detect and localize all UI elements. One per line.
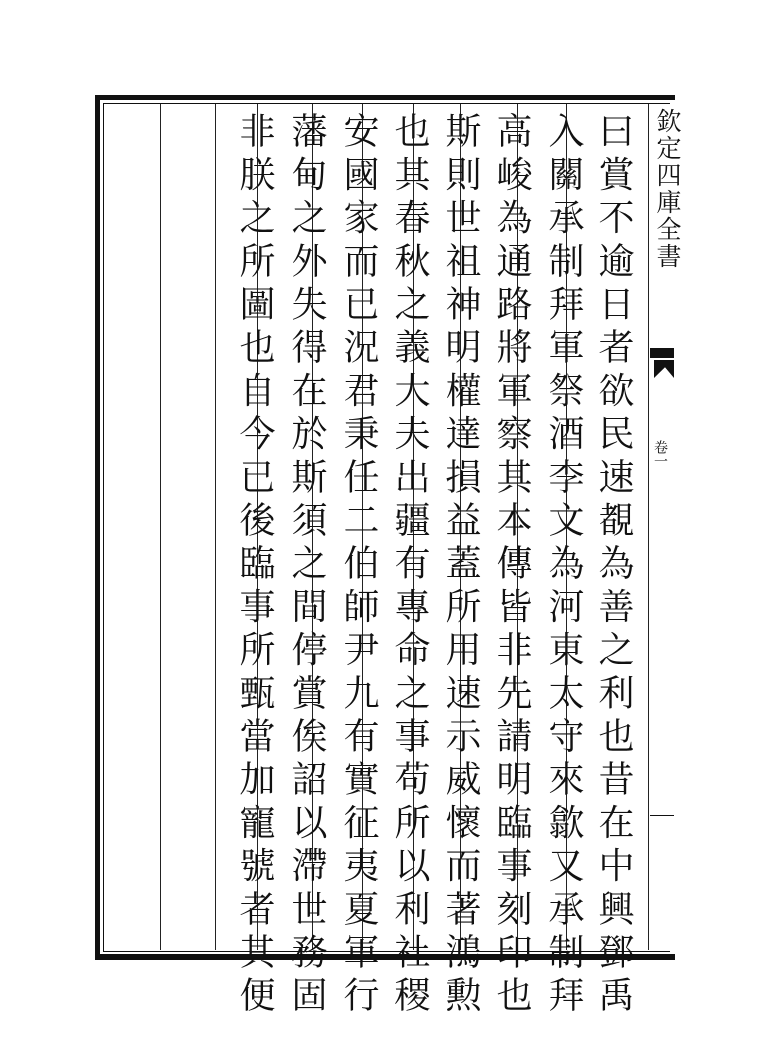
column-text: 曰賞不逾日者欲民速覩為善之利也昔在中興鄧禹: [593, 112, 634, 1020]
column-rule: [215, 104, 216, 950]
fishtail-mark: [650, 348, 674, 382]
column-text: 藩甸之外失得在於斯須之間停賞俟詔以滯世務固: [286, 112, 327, 1020]
book-title: 欽定四庫全書: [653, 108, 682, 270]
column-text: 也其春秋之義大夫出疆有專命之事苟所以利社稷: [389, 112, 430, 1020]
column-text: 高峻為通路將軍察其本傳皆非先請明臨事刻印也: [491, 112, 532, 1020]
text-column-5: [385, 112, 433, 1019]
text-column-8: [230, 112, 278, 1019]
column-text: 斯則世祖神明權達損益蓋所用速示威懷而著鴻勲: [440, 112, 481, 1020]
margin-line: [650, 815, 674, 816]
column-rule: [160, 104, 161, 950]
column-text: 非朕之所圖也自今已後臨事所甄當加寵號者其便: [234, 112, 275, 1020]
text-column-6: [334, 112, 382, 1019]
text-column-2: [539, 112, 587, 1019]
volume-label: 卷一: [652, 440, 668, 468]
text-column-7: [282, 112, 330, 1019]
text-column-3: [487, 112, 535, 1019]
column-text: 安國家而已況君秉任二伯師尹九有實征夷夏軍行: [338, 112, 379, 1020]
column-text: 入關承制拜軍祭酒李文為河東太守來歙又承制拜: [543, 112, 584, 1020]
text-column-1: [589, 112, 637, 1019]
text-column-4: [436, 112, 484, 1019]
